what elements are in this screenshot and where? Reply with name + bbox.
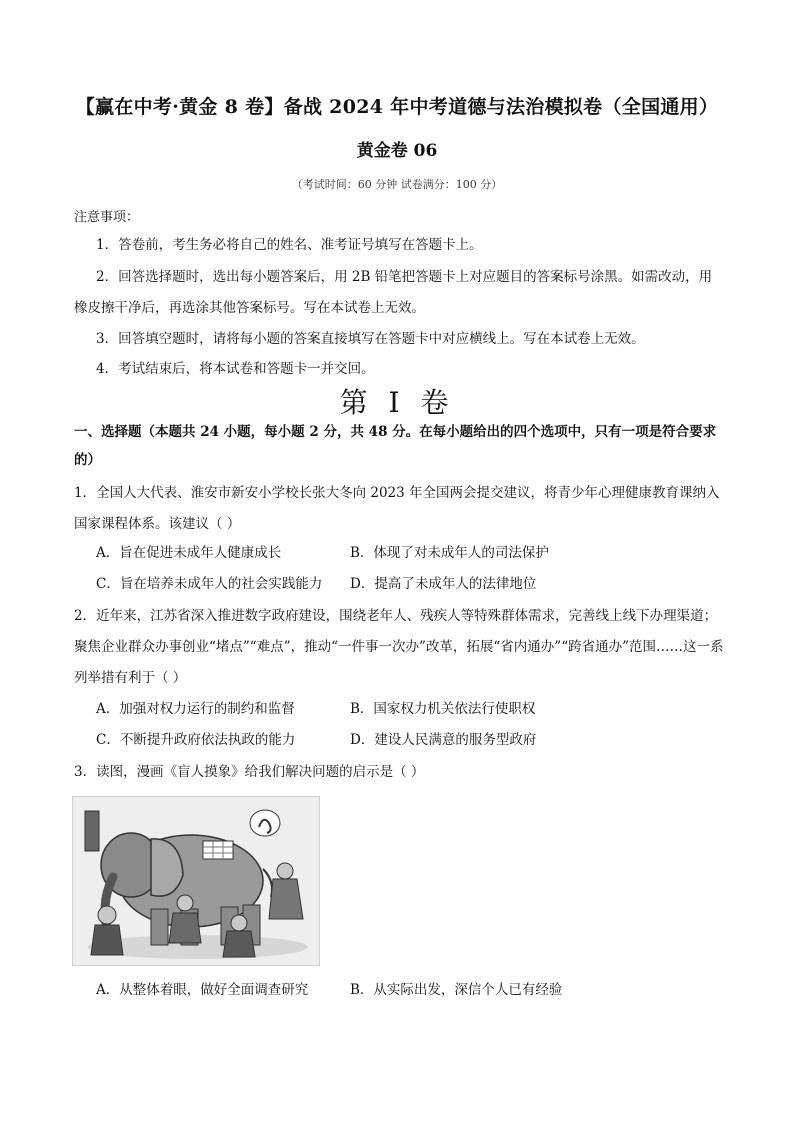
question-stem: 2．近年来，江苏省深入推进数字政府建设，围绕老年人、残疾人等特殊群体需求，完善线上线下办理渠道；聚焦企业群众办事创业“堵点”“难点”，推动“一件事一次办”改革，拓展“省内通办”“跨省通办”范围……这一系列举措有利于（ ） xyxy=(74,608,724,686)
note-item: 1．答卷前，考生务必将自己的姓名、准考证号填写在答题卡上。 xyxy=(96,237,483,253)
option-d: D．提高了未成年人的法律地位 xyxy=(350,576,537,592)
option-b: B．体现了对未成年人的司法保护 xyxy=(350,545,549,561)
option-a: A．加强对权力运行的制约和监督 xyxy=(96,701,295,717)
note-item: 3．回答填空题时，请将每小题的答案直接填写在答题卡中对应横线上。写在本试卷上无效。 xyxy=(96,331,645,347)
option-c: C．旨在培养未成年人的社会实践能力 xyxy=(96,576,323,592)
option-b: B．从实际出发，深信个人已有经验 xyxy=(350,982,563,998)
elephant-illustration xyxy=(73,797,319,965)
option-c: C．不断提升政府依法执政的能力 xyxy=(96,732,296,748)
question-stem: 1．全国人大代表、淮安市新安小学校长张大冬向 2023 年全国两会提交建议，将青少年心理健康教育课纳入国家课程体系。该建议（ ） xyxy=(74,485,720,532)
note-item: 2．回答选择题时，选出每小题答案后，用 2B 铅笔把答题卡上对应题目的答案标号涂黑。如需改动，用橡皮擦干净后，再选涂其他答案标号。写在本试卷上无效。 xyxy=(74,269,713,316)
option-a: A．旨在促进未成年人健康成长 xyxy=(96,545,282,561)
question-stem: 3．读图，漫画《盲人摸象》给我们解决问题的启示是（ ） xyxy=(74,764,425,780)
note-item: 4．考试结束后，将本试卷和答题卡一并交回。 xyxy=(96,361,375,377)
notes-heading: 注意事项： xyxy=(74,210,140,225)
exam-info: （考试时间：60 分钟 试卷满分：100 分） xyxy=(291,178,503,191)
option-d: D．建设人民满意的服务型政府 xyxy=(350,732,537,748)
paper-subtitle: 黄金卷 06 xyxy=(356,141,438,161)
option-a: A．从整体着眼，做好全面调查研究 xyxy=(96,982,309,998)
section-description: 一、选择题（本题共 24 小题，每小题 2 分，共 48 分。在每小题给出的四个选项中，只有一项是符合要求的） xyxy=(74,424,717,468)
section-title: 第 I 卷 xyxy=(339,386,455,419)
option-b: B．国家权力机关依法行使职权 xyxy=(350,701,536,717)
paper-title: 【赢在中考·黄金 8 卷】备战 2024 年中考道德与法治模拟卷（全国通用） xyxy=(75,96,719,118)
cartoon-blind-men-elephant xyxy=(72,796,320,966)
